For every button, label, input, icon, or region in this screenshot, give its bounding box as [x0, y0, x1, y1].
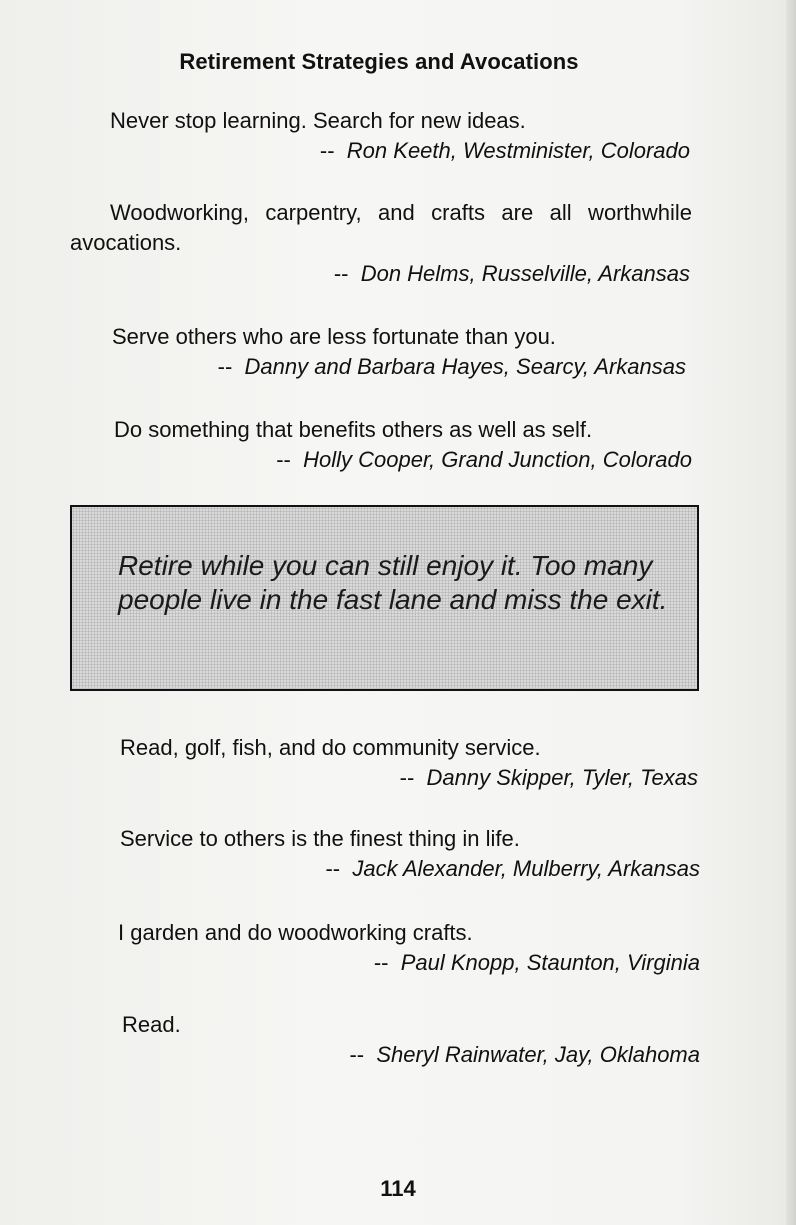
quote-attribution	[374, 950, 700, 976]
quote-attribution	[276, 447, 692, 473]
quote-attribution	[218, 354, 686, 380]
attribution-name: Jack Alexander, Mulberry, Arkansas	[352, 856, 700, 881]
quote-text: Read, golf, fish, and do community service.	[120, 735, 541, 760]
quote-attribution	[334, 261, 690, 287]
quote-text: Serve others who are less fortunate than you.	[112, 324, 556, 349]
quote-attribution	[320, 138, 690, 164]
quote-attribution	[400, 765, 698, 791]
attribution-name: Danny and Barbara Hayes, Searcy, Arkansas	[244, 354, 686, 379]
attribution-dash: --	[217, 354, 239, 379]
quote-text: Woodworking, carpentry, and crafts are all worthwhile avocations.	[70, 200, 692, 255]
quote-attribution	[349, 1042, 700, 1068]
attribution-dash: --	[276, 447, 297, 472]
quote-text: Do something that benefits others as well as self.	[114, 417, 593, 442]
attribution-name: Danny Skipper, Tyler, Texas	[426, 765, 698, 790]
attribution-name: Sheryl Rainwater, Jay, Oklahoma	[376, 1042, 700, 1067]
attribution-dash: --	[319, 138, 341, 163]
page-title: Retirement Strategies and Avocations	[179, 49, 579, 74]
attribution-name: Don Helms, Russelville, Arkansas	[360, 261, 690, 286]
quote-text: I garden and do woodworking crafts.	[118, 920, 473, 945]
quote-attribution	[325, 856, 700, 882]
quote-text: Read.	[122, 1012, 181, 1037]
callout-quote: Retire while you can still enjoy it. Too many people live in the fast lane and miss the exit.	[118, 550, 668, 615]
attribution-name: Holly Cooper, Grand Junction, Colorado	[303, 447, 692, 472]
attribution-name: Ron Keeth, Westminister, Colorado	[346, 138, 690, 163]
attribution-dash: --	[373, 950, 395, 975]
attribution-dash: --	[325, 856, 347, 881]
page-number: 114	[380, 1176, 416, 1201]
attribution-name: Paul Knopp, Staunton, Virginia	[400, 950, 700, 975]
attribution-dash: --	[349, 1042, 371, 1067]
attribution-dash: --	[399, 765, 421, 790]
quote-text: Service to others is the finest thing in life.	[120, 826, 520, 851]
quote-text: Never stop learning. Search for new ideas.	[110, 108, 526, 133]
page-spine-shadow	[786, 0, 796, 1225]
callout-box	[70, 505, 699, 691]
attribution-dash: --	[333, 261, 355, 286]
